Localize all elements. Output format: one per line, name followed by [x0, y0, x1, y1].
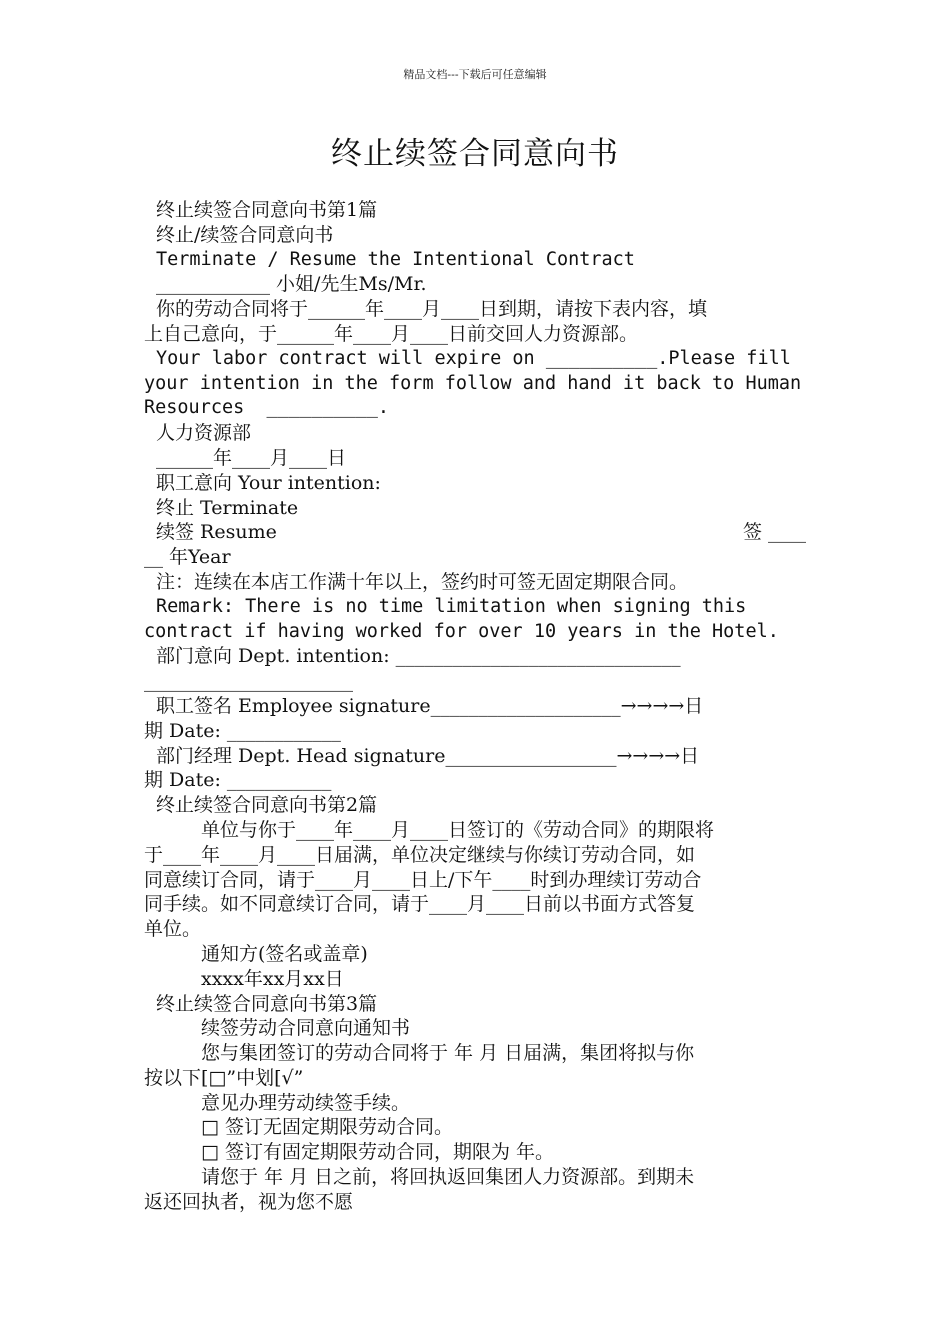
paragraph-line: 于____年____月____日届满，单位决定继续与你续订劳动合同，如: [144, 843, 696, 866]
paragraph-line: 同手续。如不同意续订合同，请于____月____日前以书面方式答复: [144, 893, 696, 916]
paragraph-line: □ 签订有固定期限劳动合同，期限为 年。: [201, 1141, 555, 1164]
paragraph-line: 人力资源部: [156, 422, 252, 445]
paragraph-line: 终止/续签合同意向书: [156, 223, 334, 246]
section-heading: 终止续签合同意向书第2篇: [156, 794, 378, 817]
resume-option-text: 续签 Resume: [156, 521, 277, 544]
paragraph-line: [144, 520, 806, 545]
paragraph-line: 续签劳动合同意向通知书: [201, 1017, 411, 1040]
paragraph-line: 您与集团签订的劳动合同将于 年 月 日届满，集团将拟与你: [201, 1042, 695, 1065]
paragraph-line: xxxx年xx月xx日: [201, 967, 344, 990]
paragraph-line: 单位与你于____年____月____日签订的《劳动合同》的期限将: [201, 818, 715, 841]
paragraph-line: 职工意向 Your intention:: [156, 471, 381, 494]
paragraph-line: 同意续订合同，请于____月____日上/下午____时到办理续订劳动合: [144, 868, 702, 891]
document-title: 终止续签合同意向书: [331, 136, 619, 172]
document-body: [144, 198, 806, 1215]
paragraph-line: ______________________: [144, 670, 353, 693]
paragraph-line: □ 签订无固定期限劳动合同。: [201, 1116, 453, 1139]
paragraph-line: 注：连续在本店工作满十年以上，签约时可签无固定期限合同。: [156, 570, 689, 593]
paragraph-line: 部门经理 Dept. Head signature__________________→→→→日: [156, 744, 700, 767]
paragraph-line: 意见办理劳动续签手续。: [201, 1091, 411, 1114]
paragraph-line: 终止 Terminate: [156, 496, 299, 519]
paragraph-line: 按以下[□”中划[√”: [144, 1066, 304, 1089]
paragraph-line: Terminate / Resume the Intentional Contract: [156, 248, 635, 270]
paragraph-line: 返还回执者，视为您不愿: [144, 1190, 354, 1213]
paragraph-line: 职工签名 Employee signature____________________→→→→日: [156, 694, 704, 717]
paragraph-line: Resources __________.: [144, 397, 390, 419]
paragraph-line: Remark: There is no time limitation when signing this: [156, 595, 747, 617]
paragraph-line: 期 Date: ___________: [144, 769, 332, 792]
paragraph-line: 上自己意向，于______年____月____日前交回人力资源部。: [144, 322, 639, 345]
signature-blank-text: 签 ____: [742, 521, 806, 544]
paragraph-line: 部门意向 Dept. intention: ______________________________: [156, 645, 681, 668]
paragraph-line: 单位。: [144, 918, 202, 941]
paragraph-line: 期 Date: ____________: [144, 719, 341, 742]
paragraph-line: __ 年Year: [144, 546, 231, 569]
paragraph-line: 请您于 年 月 日之前，将回执返回集团人力资源部。到期未: [201, 1166, 695, 1189]
paragraph-line: your intention in the form follow and hand it back to Human: [144, 372, 802, 394]
section-heading: 终止续签合同意向书第1篇: [156, 199, 378, 221]
paragraph-line: 通知方(签名或盖章): [201, 942, 368, 965]
section-heading: 终止续签合同意向书第3篇: [156, 992, 378, 1015]
paragraph-line: ______年____月____日: [156, 446, 347, 469]
paragraph-line: Your labor contract will expire on __________.Please fill: [156, 347, 791, 369]
page-header-note: 精品文档---下载后可任意编辑: [403, 68, 547, 81]
paragraph-line: contract if having worked for over 10 years in the Hotel.: [144, 620, 779, 642]
paragraph-line: ____________ 小姐/先生Ms/Mr.: [156, 273, 427, 296]
paragraph-line: 你的劳动合同将于______年____月____日到期，请按下表内容，填: [156, 298, 708, 321]
